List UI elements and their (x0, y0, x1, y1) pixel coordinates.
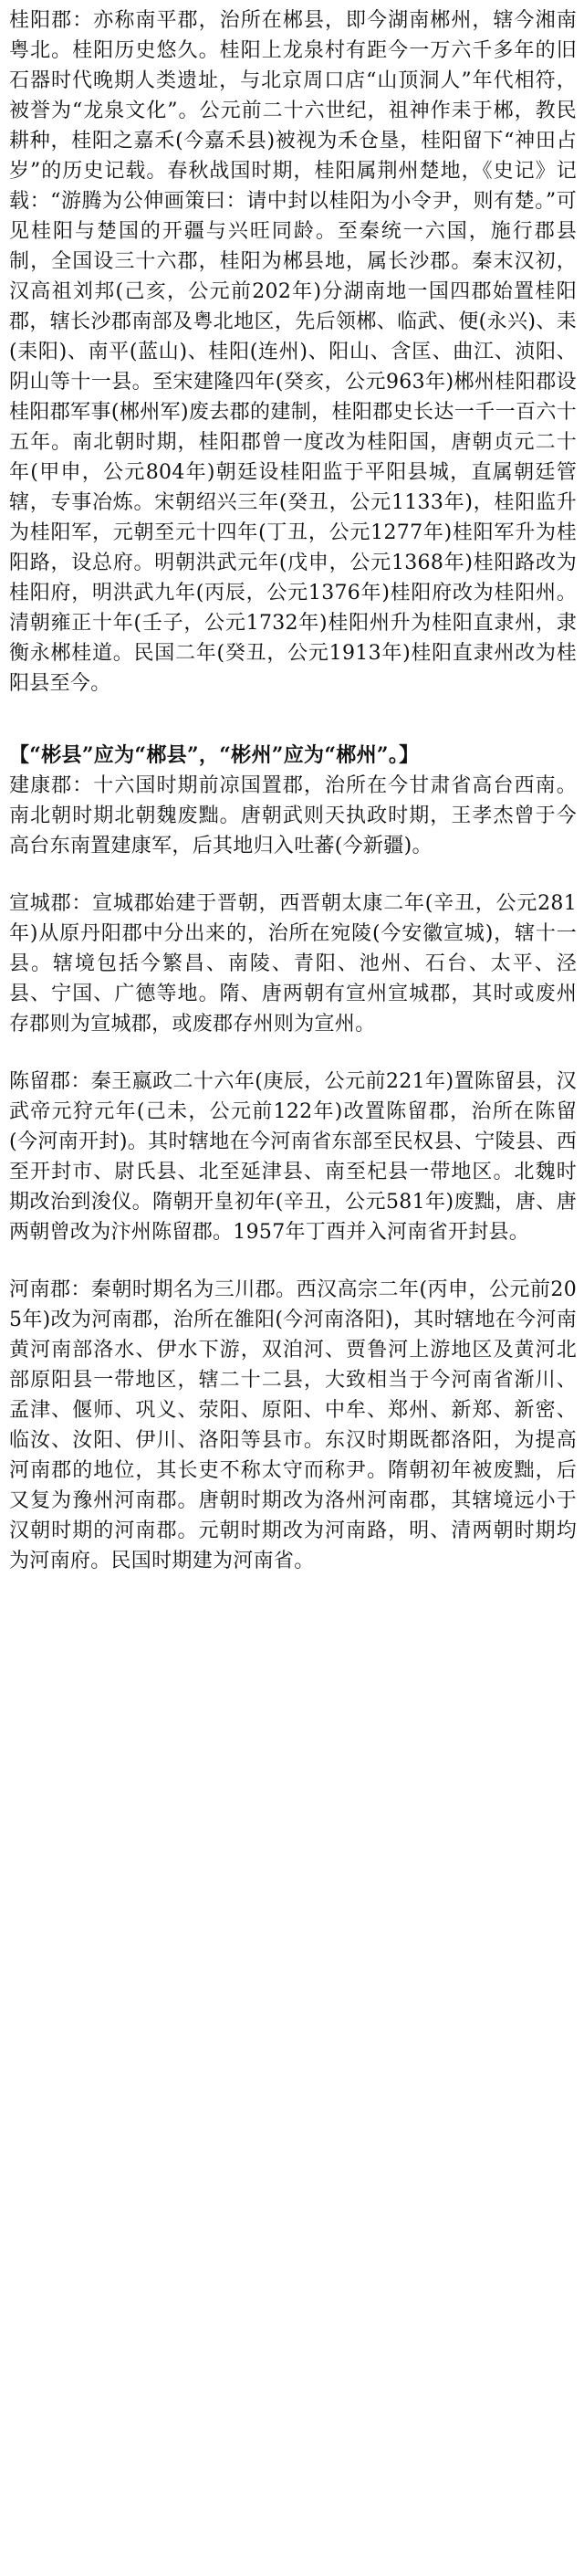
entry-jiankang: 建康郡：十六国时期前凉国置郡，治所在今甘肃省高台西南。南北朝时期北朝魏废黜。唐朝武则天执政时期，王孝杰曾于今高台东南置建康军，后其地归入吐蕃(今新疆)。 (9, 774, 577, 857)
spacer (9, 699, 577, 741)
entry-guiyang: 桂阳郡：亦称南平郡，治所在郴县，即今湖南郴州，辖今湘南粤北。桂阳历史悠久。桂阳上龙泉村有距今一万六千多年的旧石器时代晚期人类遗址，与北京周口店“山顶洞人”年代相符，被誉为“龙泉文化”。公元前二十六世纪，祖神作耒于郴，教民耕种，桂阳之嘉禾(今嘉禾县)被视为禾仓垦，桂阳留下“神田占岁”的历史记载。春秋战国时期，桂阳属荆州楚地，《史记》记载：“游腾为公伸画策曰：请中封以桂阳为小令尹，则有楚。”可见桂阳与楚国的开疆与兴旺同龄。至秦统一六国，施行郡县制，全国设三十六郡，桂阳为郴县地，属长沙郡。秦末汉初，汉高祖刘邦(己亥，公元前202年)分湖南地一国四郡始置桂阳郡，辖长沙郡南部及粤北地区，先后领郴、临武、便(永兴)、耒(耒阳)、南平(蓝山)、桂阳(连州)、阳山、含匡、曲江、浈阳、阴山等十一县。至宋建隆四年(癸亥，公元963年)郴州桂阳郡设桂阳郡军事(郴州军)废去郡的建制，桂阳郡史长达一千一百六十五年。南北朝时期，桂阳郡曾一度改为桂阳国，唐朝贞元二十年(甲申，公元804年)朝廷设桂阳监于平阳县城，直属朝廷管辖，专事冶炼。宋朝绍兴三年(癸丑，公元1133年)，桂阳监升为桂阳军，元朝至元十四年(丁丑，公元1277年)桂阳军升为桂阳路，设总府。明朝洪武元年(戊申，公元1368年)桂阳路改为桂阳府，明洪武九年(丙辰，公元1376年)桂阳府改为桂阳州。清朝雍正十年(壬子，公元1732年)桂阳州升为桂阳直隶州，隶衡永郴桂道。民国二年(癸丑，公元1913年)桂阳直隶州改为桂阳县至今。 (9, 9, 577, 695)
correction-note: 【“彬县”应为“郴县”，“彬州”应为“郴州”。】 (9, 743, 420, 767)
entry-chenliu: 陈留郡：秦王嬴政二十六年(庚辰，公元前221年)置陈留县，汉武帝元狩元年(己未，公元前122年)改置陈留郡，治所在陈留(今河南开封)。其时辖地在今河南省东部至民权县、宁陵县、西至开封市、尉氏县、北至延津县、南至杞县一带地区。北魏时期改治到浚仪。隋朝开皇初年(辛丑，公元581年)废黜，唐、唐两朝曾改为汴州陈留郡。1957年丁酉并入河南省开封县。 (9, 1070, 577, 1244)
article-body (9, 5, 577, 1576)
entry-xuancheng: 宣城郡：宣城郡始建于晋朝，西晋朝太康二年(辛丑，公元281年)从原丹阳郡中分出来的，治所在宛陵(今安徽宣城)，辖十一县。辖境包括今繁昌、南陵、青阳、池州、石台、太平、泾县、宁国、广德等地。隋、唐两朝有宣州宣城郡，其时或废州存郡则为宣城郡，或废郡存州则为宣州。 (9, 892, 577, 1036)
spacer (9, 1039, 577, 1067)
spacer (9, 1247, 577, 1275)
spacer (9, 861, 577, 888)
entry-henan: 河南郡：秦朝时期名为三川郡。西汉高宗二年(丙申，公元前205年)改为河南郡，治所在雒阳(今河南洛阳)，其时辖地在今河南黄河南部洛水、伊水下游，双洎河、贾鲁河上游地区及黄河北部原阳县一带地区，辖二十二县，大致相当于今河南省渐川、孟津、偃师、巩义、荥阳、原阳、中牟、郑州、新郑、新密、临汝、汝阳、伊川、洛阳等县市。东汉时期既都洛阳，为提高河南郡的地位，其长吏不称太守而称尹。隋朝初年被废黜，后又复为豫州河南郡。唐朝时期改为洛州河南郡，其辖境远小于汉朝时期的河南郡。元朝时期改为河南路，明、清两朝时期均为河南府。民国时期建为河南省。 (9, 1278, 577, 1572)
